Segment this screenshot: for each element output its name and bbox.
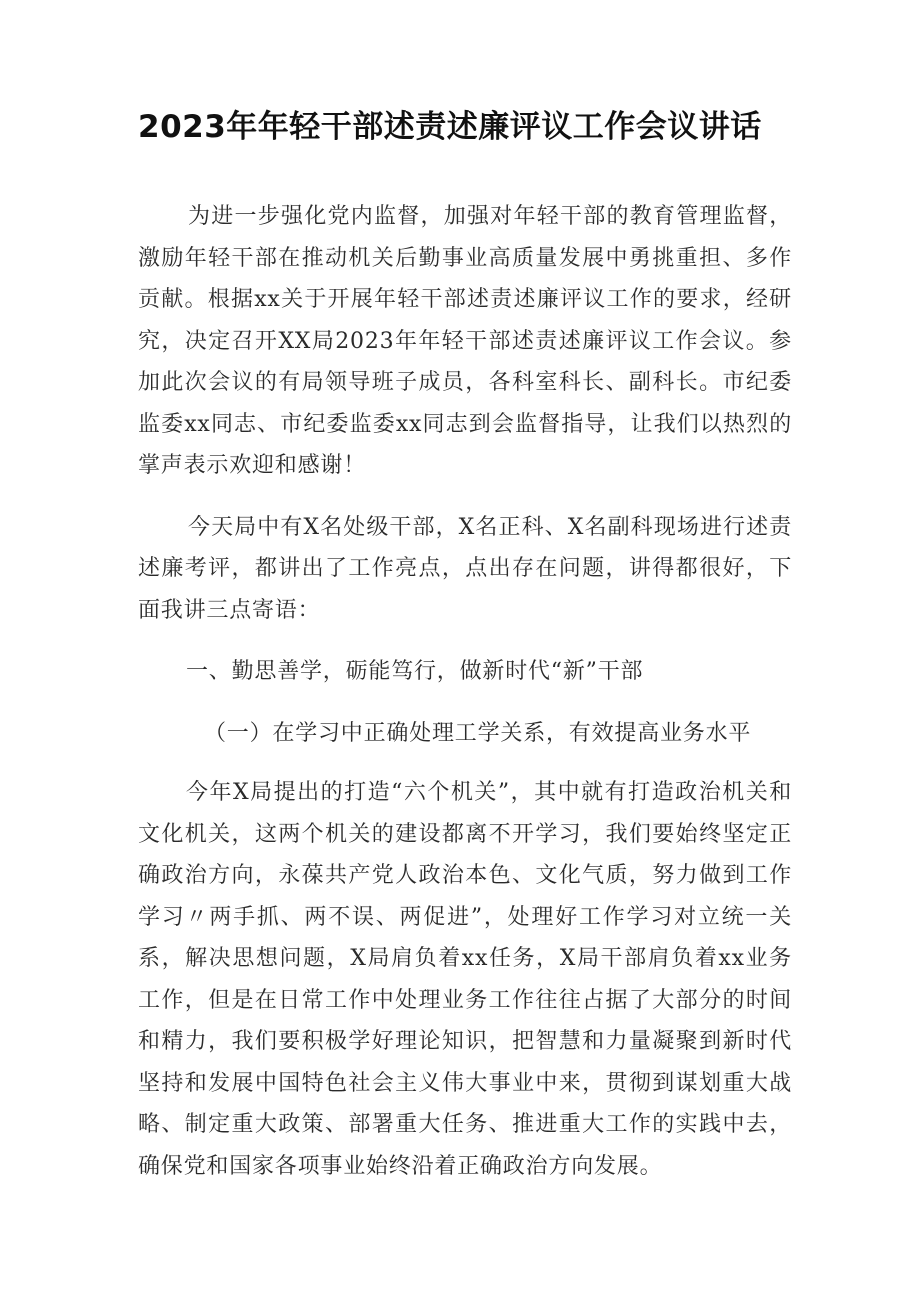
section-heading-level-1: 一、勤思善学，砺能笃行，做新时代“新”干部 (186, 659, 644, 684)
document-content-column (138, 0, 792, 1187)
body-paragraph-3: 今年X局提出的打造“六个机关”，其中就有打造政治机关和文化机关，这两个机关的建设都离不开学习，我们要始终坚定正确政治方向，永葆共产党人政治本色、文化气质，努力做到工作学习〃两手抓、两不误、两促进”，处理好工作学习对立统一关系，解决思想问题，X局肩负着xx任务，X局干部肩负着xx业务工作，但是在日常工作中处理业务工作往往占据了大部分的时间和精力，我们要积极学好理论知识，把智慧和力量凝聚到新时代坚持和发展中国特色社会主义伟大事业中来，贯彻到谋划重大战略、制定重大政策、部署重大任务、推进重大工作的实践中去，确保党和国家各项事业始终沿着正确政治方向发展。 (138, 780, 792, 1179)
page-title: 2023年年轻干部述责述廉评议工作会议讲话 (138, 109, 762, 145)
body-paragraph-2: 今天局中有X名处级干部，X名正科、X名副科现场进行述责述廉考评，都讲出了工作亮点，点出存在问题，讲得都很好，下面我讲三点寄语： (138, 514, 792, 623)
salutation-line (138, 147, 792, 172)
section-heading-level-2: （一）在学习中正确处理工学关系，有效提高业务水平 (204, 720, 752, 746)
body-paragraph-1: 为进一步强化党内监督，加强对年轻干部的教育管理监督，激励年轻干部在推动机关后勤事业高质量发展中勇挑重担、多作贡献。根据xx关于开展年轻干部述责述廉评议工作的要求，经研究，决定召开XX局2023年年轻干部述责述廉评议工作会议。参加此次会议的有局领导班子成员，各科室科长、副科长。市纪委监委xx同志、市纪委监委xx同志到会监督指导，让我们以热烈的掌声表示欢迎和感谢！ (138, 204, 792, 478)
